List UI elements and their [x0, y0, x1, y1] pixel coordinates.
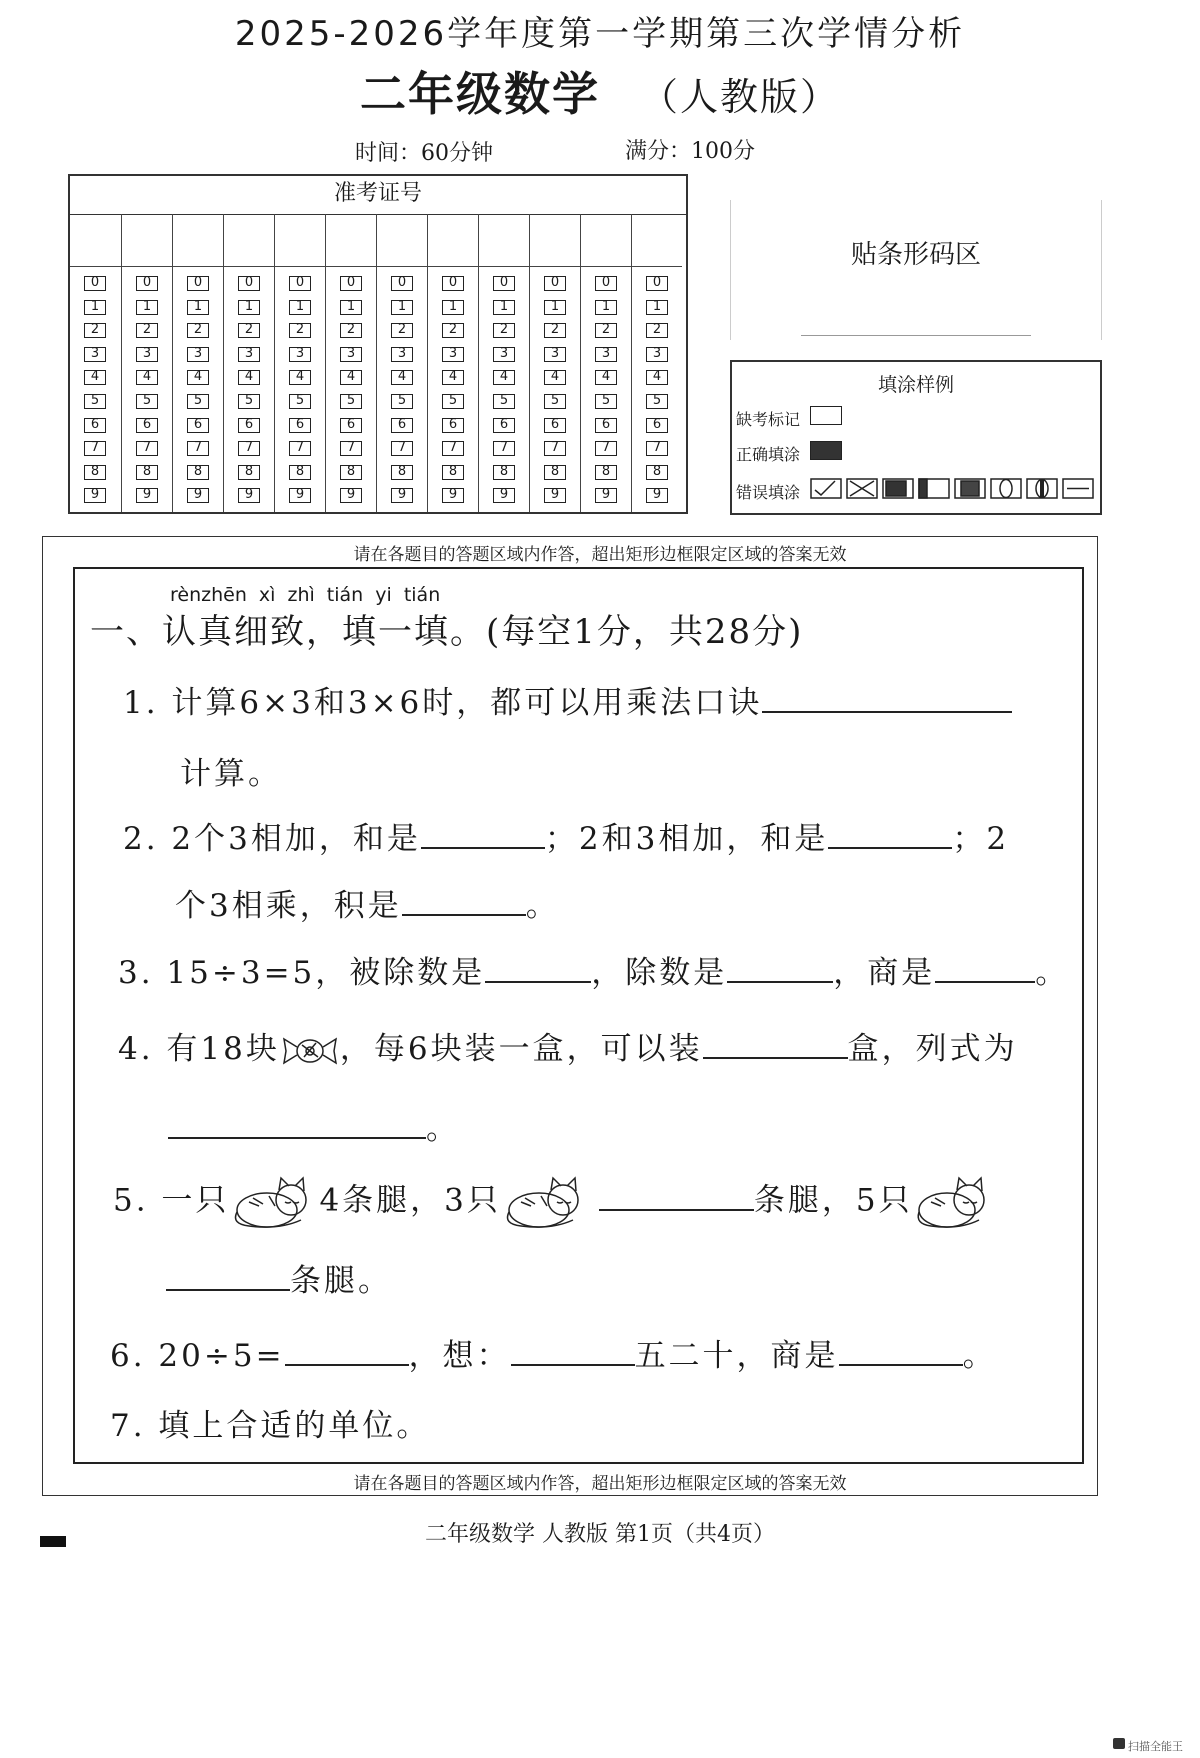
admission-digit-column — [427, 214, 478, 512]
admission-digit-column — [376, 214, 427, 512]
digit-bubble[interactable]: 5 — [544, 394, 566, 409]
digit-bubble[interactable]: 5 — [84, 394, 106, 409]
q5-text-3: 条腿，5只 — [753, 1182, 913, 1219]
digit-bubble[interactable]: 2 — [391, 323, 413, 338]
digit-bubble[interactable]: 8 — [595, 465, 617, 480]
digit-bubble[interactable]: 2 — [442, 323, 464, 338]
digit-bubble[interactable]: 3 — [238, 347, 260, 362]
digit-bubble[interactable]: 7 — [289, 441, 311, 456]
answer-notice-top: 请在各题目的答题区域内作答，超出矩形边框限定区域的答案无效 — [353, 545, 847, 565]
question-1-cont — [180, 748, 282, 793]
correct-fill-label: 正确填涂 — [736, 445, 801, 464]
exam-title: 2025-2026学年度第一学期第三次学情分析 — [234, 14, 966, 54]
q5-blank-1[interactable] — [599, 1176, 754, 1211]
admission-number-title: 准考证号 — [70, 176, 686, 215]
q1-text-cont: 计算。 — [180, 756, 282, 792]
q1-blank[interactable] — [762, 678, 1012, 713]
digit-bubble[interactable]: 6 — [187, 418, 209, 433]
digit-bubble[interactable]: 7 — [84, 441, 106, 456]
q2-text-4: 个3相乘，积是 — [175, 888, 402, 924]
q2-text-3: ；2 — [952, 821, 1010, 857]
q5-text-1: 5. 一只 — [113, 1182, 230, 1219]
digit-bubble[interactable]: 3 — [544, 347, 566, 362]
question-4 — [118, 1023, 1018, 1071]
question-6 — [110, 1330, 997, 1375]
digit-bubble[interactable]: 8 — [238, 465, 260, 480]
admission-digit-column — [478, 214, 529, 512]
digit-bubble[interactable]: 9 — [289, 488, 311, 503]
admission-digit-column — [70, 214, 121, 512]
admission-digit-column — [631, 214, 682, 512]
admission-digit-column — [172, 214, 223, 512]
digit-bubble[interactable]: 0 — [136, 276, 158, 291]
digit-bubble[interactable]: 0 — [391, 276, 413, 291]
digit-bubble[interactable]: 0 — [442, 276, 464, 291]
wrong-fill-samples — [810, 476, 1100, 502]
digit-bubble[interactable]: 1 — [493, 300, 515, 315]
digit-write-box[interactable] — [275, 214, 325, 267]
digit-bubble[interactable]: 2 — [544, 323, 566, 338]
digit-write-box[interactable] — [122, 214, 172, 267]
digit-bubble[interactable]: 8 — [493, 465, 515, 480]
digit-bubble[interactable]: 4 — [595, 370, 617, 385]
digit-bubble[interactable]: 5 — [493, 394, 515, 409]
digit-bubble[interactable]: 7 — [646, 441, 668, 456]
digit-bubble[interactable]: 4 — [544, 370, 566, 385]
digit-bubble[interactable]: 4 — [340, 370, 362, 385]
digit-write-box[interactable] — [479, 214, 529, 267]
question-5-cont — [166, 1255, 392, 1300]
digit-bubble[interactable]: 8 — [442, 465, 464, 480]
digit-bubble[interactable]: 6 — [646, 418, 668, 433]
digit-bubble[interactable]: 5 — [187, 394, 209, 409]
digit-bubble[interactable]: 3 — [136, 347, 158, 362]
digit-bubble[interactable]: 0 — [84, 276, 106, 291]
digit-bubble[interactable]: 7 — [136, 441, 158, 456]
digit-bubble[interactable]: 5 — [289, 394, 311, 409]
digit-bubble[interactable]: 8 — [187, 465, 209, 480]
fill-sample-box — [730, 360, 1102, 515]
barcode-label: 贴条形码区 — [850, 240, 981, 270]
digit-write-box[interactable] — [581, 214, 631, 267]
q4-blank-2[interactable] — [168, 1104, 426, 1139]
digit-bubble[interactable]: 4 — [442, 370, 464, 385]
q6-text-1: 6. 20÷5= — [110, 1338, 285, 1374]
digit-bubble[interactable]: 6 — [238, 418, 260, 433]
digit-bubble[interactable]: 3 — [340, 347, 362, 362]
digit-bubble[interactable]: 0 — [595, 276, 617, 291]
digit-bubble[interactable]: 3 — [289, 347, 311, 362]
digit-bubble[interactable]: 6 — [595, 418, 617, 433]
q6-blank-2[interactable] — [511, 1331, 635, 1366]
digit-bubble[interactable]: 0 — [238, 276, 260, 291]
question-2-cont — [175, 880, 560, 925]
digit-bubble[interactable]: 9 — [595, 488, 617, 503]
digit-bubble[interactable]: 5 — [238, 394, 260, 409]
digit-bubble[interactable]: 0 — [646, 276, 668, 291]
digit-bubble[interactable]: 2 — [136, 323, 158, 338]
q6-blank-1[interactable] — [285, 1331, 409, 1366]
admission-number-grid — [68, 174, 688, 514]
admission-digit-column — [325, 214, 376, 512]
fill-sample-title: 填涂样例 — [877, 374, 954, 396]
q4-text-1: 4. 有18块 — [118, 1031, 280, 1067]
correct-fill-sample — [810, 441, 842, 460]
question-2 — [123, 813, 1009, 858]
digit-bubble[interactable]: 7 — [238, 441, 260, 456]
digit-bubble[interactable]: 2 — [187, 323, 209, 338]
digit-bubble[interactable]: 6 — [493, 418, 515, 433]
digit-bubble[interactable]: 7 — [391, 441, 413, 456]
cat-icon — [229, 1172, 319, 1232]
admission-digit-column — [223, 214, 274, 512]
digit-bubble[interactable]: 0 — [340, 276, 362, 291]
digit-bubble[interactable]: 6 — [340, 418, 362, 433]
digit-bubble[interactable]: 3 — [391, 347, 413, 362]
q6-text-2: ，想： — [408, 1338, 511, 1374]
digit-bubble[interactable]: 1 — [646, 300, 668, 315]
subject-name: 二年级数学 — [359, 67, 600, 121]
digit-bubble[interactable]: 8 — [391, 465, 413, 480]
digit-bubble[interactable]: 3 — [84, 347, 106, 362]
digit-bubble[interactable]: 7 — [187, 441, 209, 456]
digit-bubble[interactable]: 4 — [391, 370, 413, 385]
digit-bubble[interactable]: 8 — [84, 465, 106, 480]
digit-bubble[interactable]: 4 — [187, 370, 209, 385]
q2-blank-1[interactable] — [421, 814, 545, 849]
digit-bubble[interactable]: 6 — [84, 418, 106, 433]
digit-bubble[interactable]: 5 — [340, 394, 362, 409]
digit-bubble[interactable]: 6 — [442, 418, 464, 433]
digit-write-box[interactable] — [224, 214, 274, 267]
digit-write-box[interactable] — [326, 214, 376, 267]
digit-bubble[interactable]: 3 — [442, 347, 464, 362]
barcode-area — [730, 200, 1102, 340]
digit-bubble[interactable]: 2 — [84, 323, 106, 338]
q3-text-3: ，商是 — [833, 955, 936, 991]
q3-blank-3[interactable] — [935, 948, 1035, 983]
digit-bubble[interactable]: 3 — [493, 347, 515, 362]
q4-text-2: ，每6块装一盒，可以装 — [339, 1031, 703, 1067]
digit-bubble[interactable]: 1 — [238, 300, 260, 315]
scanner-watermark: 扫描全能王 — [1128, 1740, 1183, 1753]
digit-bubble[interactable]: 2 — [595, 323, 617, 338]
digit-bubble[interactable]: 9 — [493, 488, 515, 503]
q2-blank-3[interactable] — [402, 881, 526, 916]
digit-bubble[interactable]: 9 — [238, 488, 260, 503]
digit-bubble[interactable]: 0 — [187, 276, 209, 291]
digit-bubble[interactable]: 2 — [493, 323, 515, 338]
scanner-logo-icon — [1113, 1738, 1125, 1749]
cat-icon — [501, 1172, 591, 1232]
question-1 — [123, 677, 1012, 722]
digit-write-box[interactable] — [377, 214, 427, 267]
digit-bubble[interactable]: 9 — [646, 488, 668, 503]
absent-mark-box[interactable] — [810, 406, 842, 425]
admission-digit-column — [121, 214, 172, 512]
q2-blank-2[interactable] — [828, 814, 952, 849]
digit-bubble[interactable]: 7 — [544, 441, 566, 456]
digit-bubble[interactable]: 1 — [136, 300, 158, 315]
digit-bubble[interactable]: 9 — [187, 488, 209, 503]
digit-bubble[interactable]: 4 — [136, 370, 158, 385]
digit-bubble[interactable]: 9 — [136, 488, 158, 503]
q3-blank-2[interactable] — [727, 948, 833, 983]
section-pinyin: rènzhēn xì zhì tián yi tián — [170, 584, 441, 606]
digit-bubble[interactable]: 2 — [340, 323, 362, 338]
q2-text-5: 。 — [525, 888, 560, 924]
digit-bubble[interactable]: 2 — [238, 323, 260, 338]
digit-write-box[interactable] — [428, 214, 478, 267]
question-4-cont — [168, 1103, 460, 1148]
digit-bubble[interactable]: 9 — [544, 488, 566, 503]
digit-bubble[interactable]: 8 — [646, 465, 668, 480]
digit-bubble[interactable]: 1 — [84, 300, 106, 315]
page-footer: 二年级数学 人教版 第1页（共4页） — [425, 1522, 775, 1547]
digit-bubble[interactable]: 7 — [493, 441, 515, 456]
digit-bubble[interactable]: 4 — [84, 370, 106, 385]
digit-bubble[interactable]: 5 — [136, 394, 158, 409]
digit-bubble[interactable]: 1 — [187, 300, 209, 315]
barcode-divider — [801, 335, 1031, 336]
admission-digit-column — [274, 214, 325, 512]
digit-bubble[interactable]: 9 — [442, 488, 464, 503]
digit-bubble[interactable]: 6 — [391, 418, 413, 433]
digit-bubble[interactable]: 5 — [391, 394, 413, 409]
digit-bubble[interactable]: 7 — [595, 441, 617, 456]
digit-bubble[interactable]: 4 — [493, 370, 515, 385]
digit-bubble[interactable]: 8 — [340, 465, 362, 480]
digit-bubble[interactable]: 3 — [646, 347, 668, 362]
digit-bubble[interactable]: 9 — [84, 488, 106, 503]
digit-write-box[interactable] — [70, 214, 121, 267]
digit-bubble[interactable]: 8 — [544, 465, 566, 480]
digit-write-box[interactable] — [173, 214, 223, 267]
q7-text: 7. 填上合适的单位。 — [110, 1408, 431, 1444]
edition-label: （人教版） — [639, 75, 840, 119]
q4-blank-1[interactable] — [703, 1024, 848, 1059]
question-3 — [118, 947, 1069, 992]
answer-notice-bottom: 请在各题目的答题区域内作答，超出矩形边框限定区域的答案无效 — [353, 1474, 847, 1494]
admission-digit-column — [580, 214, 631, 512]
digit-bubble[interactable]: 1 — [595, 300, 617, 315]
digit-bubble[interactable]: 0 — [544, 276, 566, 291]
digit-bubble[interactable]: 6 — [136, 418, 158, 433]
digit-bubble[interactable]: 4 — [238, 370, 260, 385]
q3-blank-1[interactable] — [485, 948, 591, 983]
absent-mark-label: 缺考标记 — [736, 410, 801, 429]
digit-bubble[interactable]: 5 — [595, 394, 617, 409]
digit-bubble[interactable]: 5 — [442, 394, 464, 409]
q6-text-3: 五二十，商是 — [634, 1338, 839, 1374]
digit-write-box[interactable] — [632, 214, 682, 267]
q5-text-2: 4条腿，3只 — [319, 1182, 501, 1219]
q2-text-2: ；2和3相加，和是 — [544, 821, 829, 857]
question-7 — [110, 1400, 430, 1445]
q4-text-3: 盒，列式为 — [847, 1031, 1018, 1067]
digit-bubble[interactable]: 8 — [136, 465, 158, 480]
candy-icon — [280, 1031, 340, 1071]
exam-time: 时间：60分钟 — [355, 141, 493, 166]
digit-bubble[interactable]: 1 — [544, 300, 566, 315]
digit-bubble[interactable]: 4 — [289, 370, 311, 385]
q5-blank-2[interactable] — [166, 1256, 290, 1291]
digit-bubble[interactable]: 7 — [340, 441, 362, 456]
q3-text-2: ，除数是 — [591, 955, 728, 991]
digit-bubble[interactable]: 7 — [442, 441, 464, 456]
q1-text: 1. 计算6×3和3×6时，都可以用乘法口诀 — [123, 685, 763, 721]
digit-bubble[interactable]: 5 — [646, 394, 668, 409]
digit-bubble[interactable]: 2 — [646, 323, 668, 338]
admission-digit-column — [529, 214, 580, 512]
digit-bubble[interactable]: 3 — [187, 347, 209, 362]
q6-blank-3[interactable] — [839, 1331, 963, 1366]
digit-bubble[interactable]: 6 — [544, 418, 566, 433]
digit-write-box[interactable] — [530, 214, 580, 267]
digit-bubble[interactable]: 1 — [442, 300, 464, 315]
digit-bubble[interactable]: 8 — [289, 465, 311, 480]
digit-bubble[interactable]: 3 — [595, 347, 617, 362]
digit-bubble[interactable]: 1 — [391, 300, 413, 315]
q3-text-1: 3. 15÷3=5，被除数是 — [118, 955, 486, 991]
section-heading: 一、认真细致，填一填。(每空1分，共28分) — [90, 612, 804, 652]
q6-text-4: 。 — [962, 1338, 997, 1374]
subject-title — [0, 58, 1200, 124]
digit-bubble[interactable]: 4 — [646, 370, 668, 385]
digit-bubble[interactable]: 9 — [340, 488, 362, 503]
digit-bubble[interactable]: 1 — [289, 300, 311, 315]
wrong-fill-label: 错误填涂 — [736, 483, 801, 502]
digit-bubble[interactable]: 6 — [289, 418, 311, 433]
digit-bubble[interactable]: 2 — [289, 323, 311, 338]
q5-text-4: 条腿。 — [290, 1263, 392, 1299]
digit-bubble[interactable]: 0 — [493, 276, 515, 291]
q4-text-4: 。 — [426, 1111, 460, 1147]
question-5 — [113, 1172, 993, 1232]
full-score: 满分：100分 — [625, 139, 755, 164]
digit-bubble[interactable]: 0 — [289, 276, 311, 291]
digit-bubble[interactable]: 1 — [340, 300, 362, 315]
cat-icon — [913, 1172, 993, 1232]
digit-bubble[interactable]: 9 — [391, 488, 413, 503]
q2-text-1: 2. 2个3相加，和是 — [123, 821, 421, 857]
q3-text-4: 。 — [1035, 955, 1070, 991]
